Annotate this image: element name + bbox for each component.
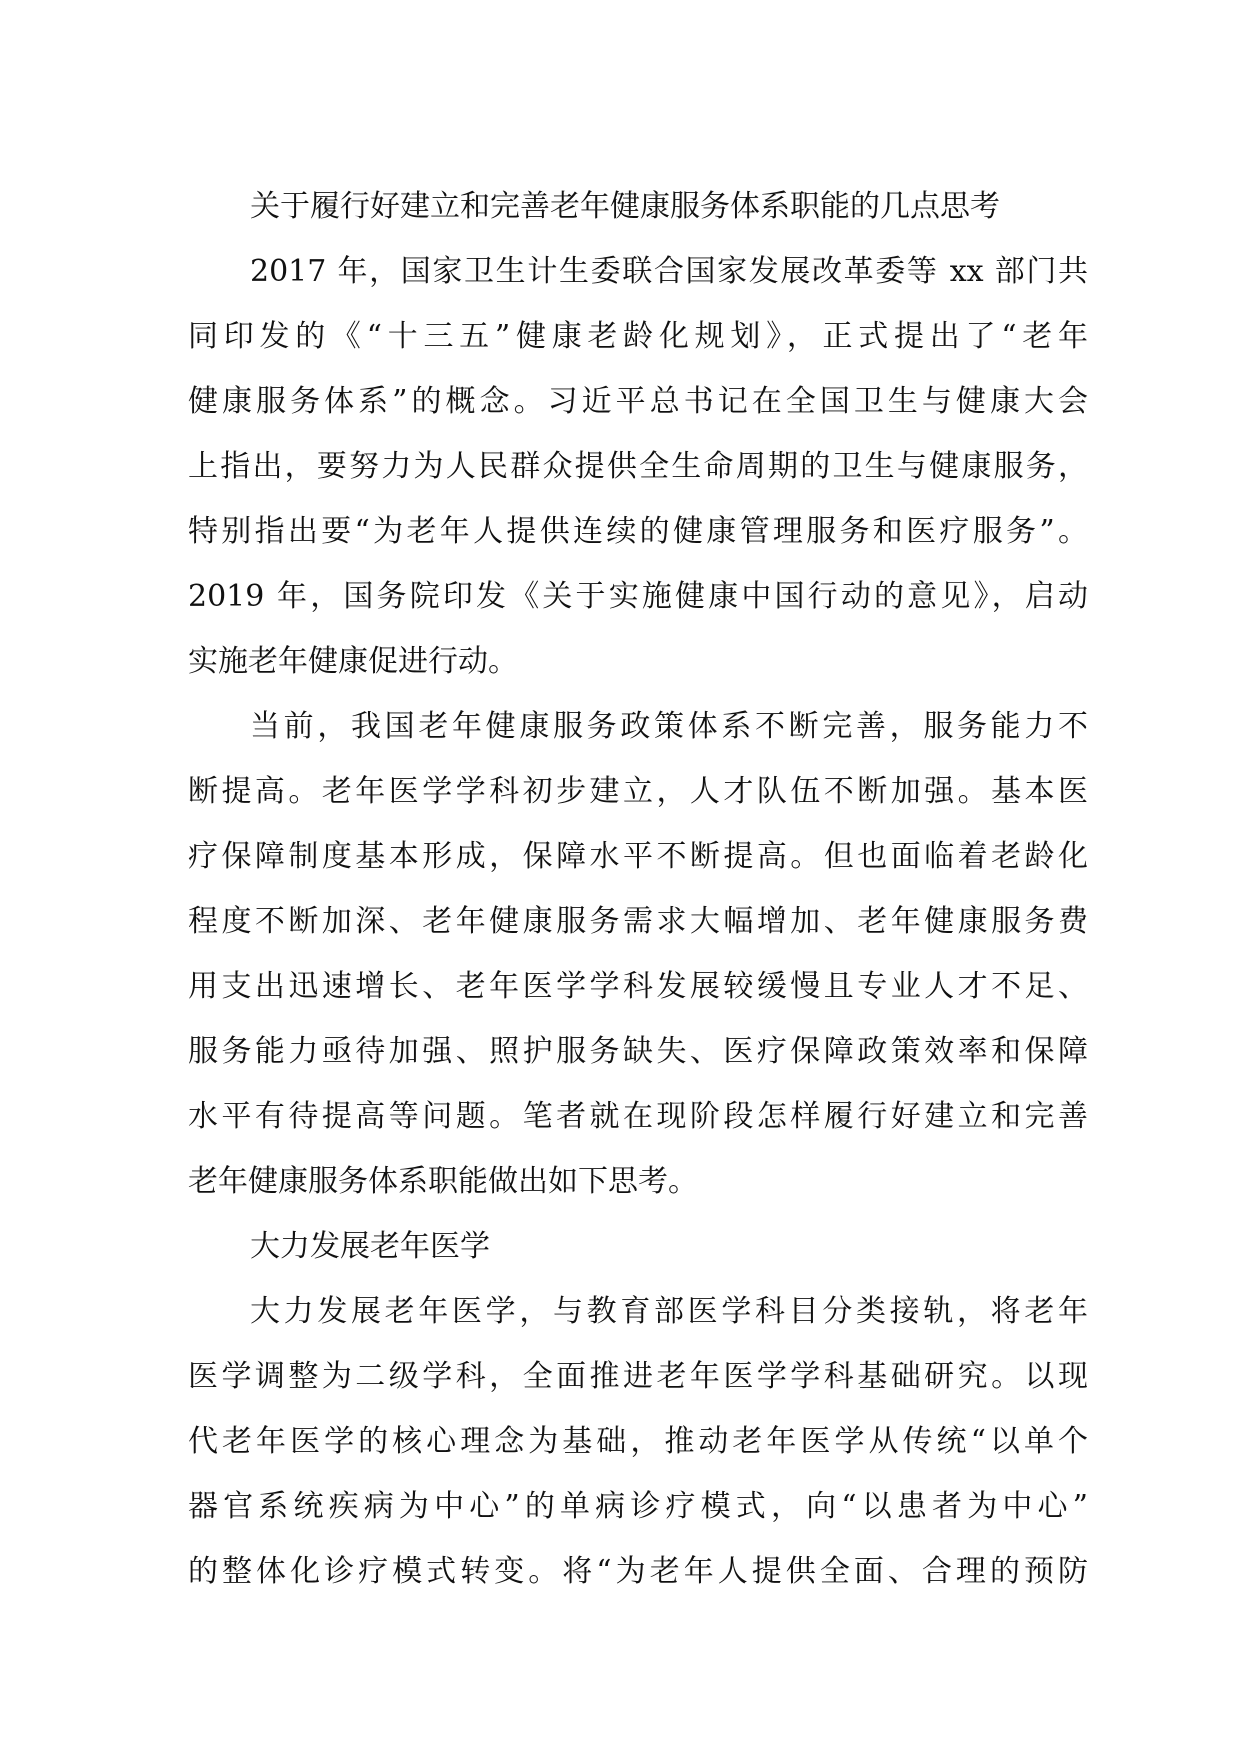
paragraph-line: 疗保障制度基本形成，保障水平不断提高。但也面临着老龄化: [188, 839, 1088, 874]
paragraph-line: 实施老年健康促进行动。: [188, 644, 518, 679]
paragraph-line: 服务能力亟待加强、照护服务缺失、医疗保障政策效率和保障: [188, 1034, 1088, 1069]
paragraph-line: 上指出，要努力为人民群众提供全生命周期的卫生与健康服务，: [188, 449, 1088, 484]
paragraph-2: [188, 694, 1088, 1214]
paragraph-line: 用支出迅速增长、老年医学学科发展较缓慢且专业人才不足、: [188, 969, 1088, 1004]
document-title: 关于履行好建立和完善老年健康服务体系职能的几点思考: [250, 189, 1000, 224]
section-paragraph: [188, 1279, 1088, 1604]
paragraph-line: 器官系统疾病为中心”的单病诊疗模式，向“以患者为中心”: [188, 1489, 1088, 1524]
paragraph-line: 同印发的《“十三五”健康老龄化规划》，正式提出了“老年: [188, 319, 1088, 354]
section-heading: 大力发展老年医学: [250, 1229, 490, 1264]
paragraph-line: 水平有待提高等问题。笔者就在现阶段怎样履行好建立和完善: [188, 1099, 1088, 1134]
paragraph-line: 2017 年，国家卫生计生委联合国家发展改革委等 xx 部门共: [250, 254, 1088, 289]
paragraph-line: 断提高。老年医学学科初步建立，人才队伍不断加强。基本医: [188, 774, 1088, 809]
paragraph-line: 2019 年，国务院印发《关于实施健康中国行动的意见》，启动: [188, 579, 1088, 614]
paragraph-line: 医学调整为二级学科，全面推进老年医学学科基础研究。以现: [188, 1359, 1088, 1394]
paragraph-line: 大力发展老年医学，与教育部医学科目分类接轨，将老年: [250, 1294, 1088, 1329]
paragraph-1: [188, 239, 1088, 694]
paragraph-line: 当前，我国老年健康服务政策体系不断完善，服务能力不: [250, 709, 1088, 744]
paragraph-line: 程度不断加深、老年健康服务需求大幅增加、老年健康服务费: [188, 904, 1088, 939]
paragraph-line: 老年健康服务体系职能做出如下思考。: [188, 1164, 698, 1199]
document-page: [188, 174, 1088, 1604]
paragraph-line: 的整体化诊疗模式转变。将“为老年人提供全面、合理的预防: [188, 1554, 1088, 1589]
paragraph-line: 健康服务体系”的概念。习近平总书记在全国卫生与健康大会: [188, 384, 1088, 419]
paragraph-line: 代老年医学的核心理念为基础，推动老年医学从传统“以单个: [188, 1424, 1088, 1459]
paragraph-line: 特别指出要“为老年人提供连续的健康管理服务和医疗服务”。: [188, 514, 1088, 549]
